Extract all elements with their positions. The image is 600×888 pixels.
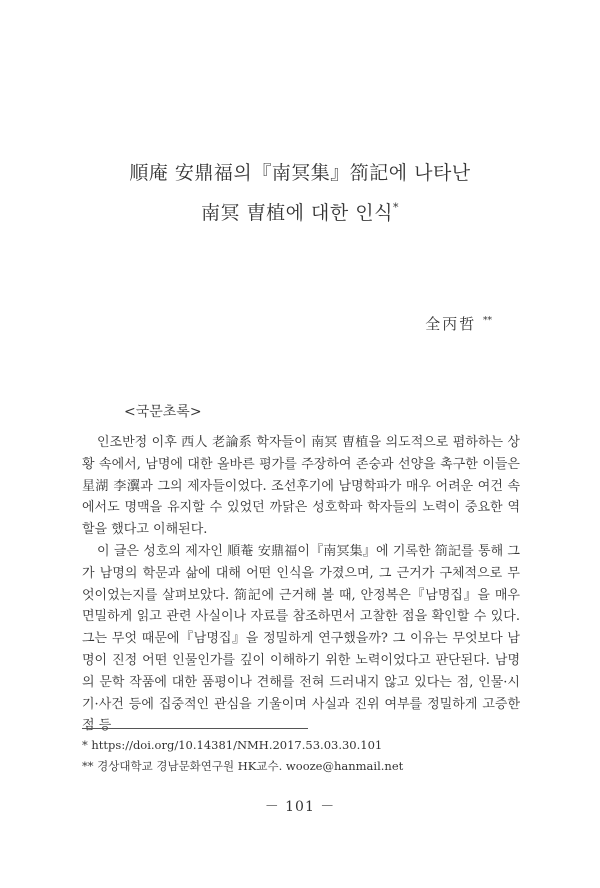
abstract-paragraph-2: 이 글은 성호의 제자인 順菴 安鼎福이『南冥集』에 기록한 箚記를 통해 그가 남명의 학문과 삶에 대해 어떤 인식을 가졌으며, 그 근거가 구체적으로 무엇이었는지를 살펴보았다. 箚記에 근거해 볼 때, 안정복은『남명집』을 매우 면밀하게 읽고 관련 사실이나 자료를 참조하면서 고찰한 점을 확인할 수 있다. 그는 무엇 때문에『남명집』을 정밀하게 연구했을까? 그 이유는 무엇보다 남명이 진정 어떤 인물인가를 깊이 이해하기 위한 노력이었다고 판단된다. 남명의 문학 작품에 대한 품평이나 견해를 전혀 드러내지 않고 있다는 점, 인물·시기·사건 등에 집중적인 관심을 기울이며 사실과 진위 여부를 정밀하게 고증한 점 등 bbox=[82, 543, 520, 734]
abstract-body bbox=[82, 432, 520, 737]
paper-title-line2-text: 南冥 曺植에 대한 인식 bbox=[201, 202, 393, 224]
paper-title-line2 bbox=[0, 198, 600, 225]
abstract-label: <국문초록> bbox=[124, 404, 202, 420]
author-name bbox=[425, 313, 492, 334]
paper-title-line1: 順庵 安鼎福의『南冥集』箚記에 나타난 bbox=[129, 162, 471, 184]
footnote-doi[interactable]: * https://doi.org/10.14381/NMH.2017.53.03.30.101 bbox=[82, 738, 383, 752]
footnote-divider bbox=[82, 728, 308, 729]
page-number: － 101 － bbox=[264, 799, 336, 815]
author-name-text: 全丙哲 bbox=[425, 315, 477, 333]
abstract-paragraph-1: 인조반정 이후 西人 老論系 학자들이 南冥 曺植을 의도적으로 폄하하는 상황 속에서, 남명에 대한 올바른 평가를 주장하여 존숭과 선양을 촉구한 이들은 星湖 李瀷과 그의 제자들이었다. 조선후기에 남명학파가 매우 어려운 여건 속에서도 명맥을 유지할 수 있었던 까닭은 성호학파 학자들의 노력이 중요한 역할을 했다고 이해된다. bbox=[82, 435, 520, 538]
title-footnote-mark[interactable]: * bbox=[392, 201, 399, 214]
author-footnote-mark[interactable]: ** bbox=[483, 316, 492, 326]
footnote-author-affiliation: ** 경상대학교 경남문화연구원 HK교수. wooze@hanmail.net bbox=[82, 759, 404, 773]
